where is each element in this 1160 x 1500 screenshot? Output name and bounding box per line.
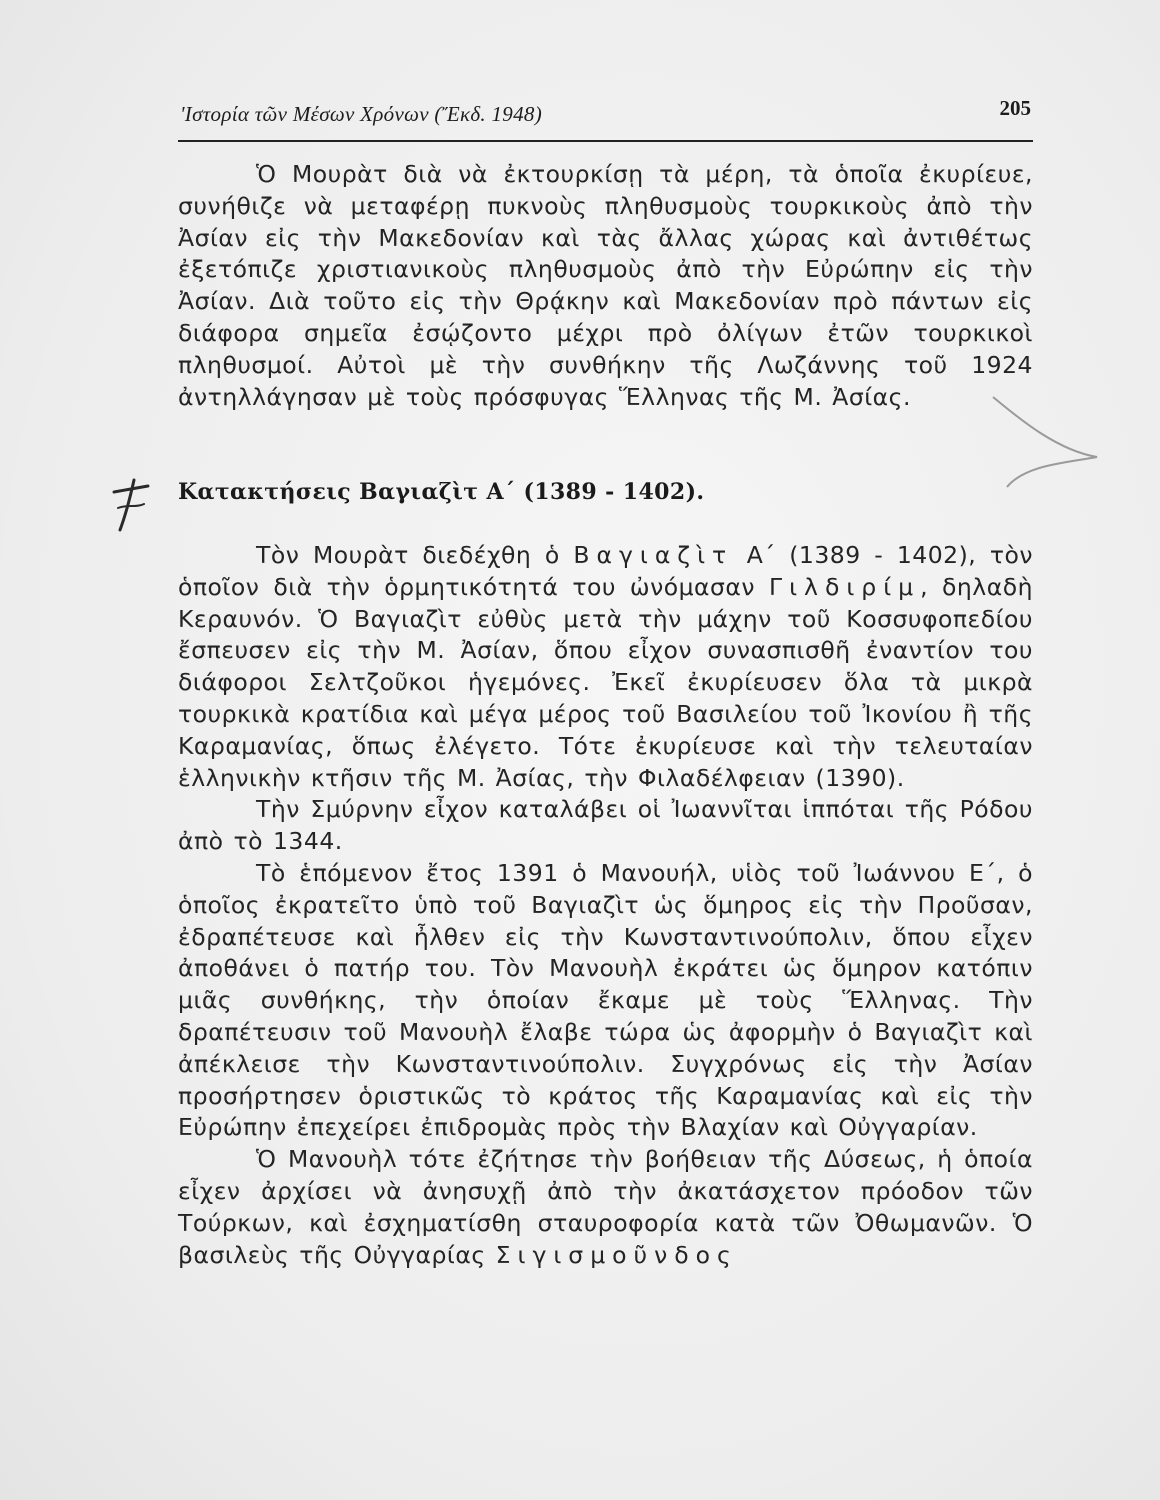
section-text-block [178, 540, 1033, 1271]
text-fragment: Τὸν Μουρὰτ διεδέχθη ὁ [256, 541, 574, 569]
page-number: 205 [999, 96, 1031, 120]
intro-text-block [178, 159, 1033, 413]
section-heading: Κατακτήσεις Βαγιαζὶτ Α΄ (1389 - 1402). [178, 479, 705, 505]
page-header [178, 96, 1033, 142]
handwritten-bracket-mark [985, 395, 1105, 490]
paragraph-smyrna: Τὴν Σμύρνην εἶχον καταλάβει οἱ Ἰωαννῖται ἱππόται τῆς Ρόδου ἀπὸ τὸ 1344. [178, 795, 1033, 856]
spaced-name-sigismund: Σιγισμοῦνδος [495, 1240, 738, 1269]
paragraph-manuel-escape: Τὸ ἑπόμενον ἔτος 1391 ὁ Μανουήλ, υἱὸς τοῦ Ἰωάννου Ε΄, ὁ ὁποῖος ἐκρατεῖτο ὑπὸ τοῦ Βαγιαζὶτ ὡς ὅμηρος εἰς τὴν Προῦσαν, ἐδραπέτευσε καὶ ἦλθεν εἰς τὴν Κωνσταντινούπολιν, ὅπου εἶχεν ἀποθάνει ὁ πατήρ του. Τὸν Μανουὴλ ἐκράτει ὡς ὅμηρον κατόπιν μιᾶς συνθήκης, τὴν ὁποίαν ἔκαμε μὲ τοὺς Ἕλληνας. Τὴν δραπέτευσιν τοῦ Μανουὴλ ἔλαβε τώρα ὡς ἀφορμὴν ὁ Βαγιαζὶτ καὶ ἀπέκλεισε τὴν Κωνσταντινούπολιν. Συγχρόνως εἰς τὴν Ἀσίαν προσήρτησεν ὁριστικῶς τὸ κράτος τῆς Καραμανίας καὶ εἰς τὴν Εὐρώπην ἐπεχείρει ἐπιδρομὰς πρὸς τὴν Βλαχίαν καὶ Οὐγγαρίαν. [178, 858, 1033, 1142]
text-fragment: Α΄ (1389 - 1402), τὸν ὁποῖον διὰ τὴν ὁρμητικότητά του ὠνόμασαν [178, 541, 1033, 601]
spaced-name-yildirim: Γιλδιρίμ [769, 572, 921, 601]
handwritten-cross-mark [108, 478, 152, 532]
paragraph-murat-resettlement: Ὁ Μουρὰτ διὰ νὰ ἐκτουρκίσῃ τὰ μέρη, τὰ ὁποῖα ἐκυρίευε, συνήθιζε νὰ μεταφέρῃ πυκνοὺς πληθυσμοὺς τουρκικοὺς ἀπὸ τὴν Ἀσίαν εἰς τὴν Μακεδονίαν καὶ τὰς ἄλλας χώρας καὶ ἀντιθέτως ἐξετόπιζε χριστιανικοὺς πληθυσμοὺς ἀπὸ τὴν Εὐρώπην εἰς τὴν Ἀσίαν. Διὰ τοῦτο εἰς τὴν Θρᾴκην καὶ Μακεδονίαν πρὸ πάντων εἰς διάφορα σημεῖα ἐσῴζοντο μέχρι πρὸ ὀλίγων ἐτῶν τουρκικοὶ πληθυσμοί. Αὐτοὶ μὲ τὴν συνθήκην τῆς Λωζάννης τοῦ 1924 ἀντηλλάγησαν μὲ τοὺς πρόσφυγας Ἕλληνας τῆς Μ. Ἀσίας. [178, 160, 1033, 411]
text-fragment: Ὁ Μανουὴλ τότε ἐζήτησε τὴν βοήθειαν τῆς Δύσεως, ἡ ὁποία εἶχεν ἀρχίσει νὰ ἀνησυχῇ ἀπὸ τὴν ἀκατάσχετον πρόοδον τῶν Τούρκων, καὶ ἐσχηματίσθη σταυροφορία κατὰ τῶν Ὀθωμανῶν. Ὁ βασιλεὺς τῆς Οὐγγαρίας [178, 1145, 1033, 1269]
running-title: 'Ιστορία τῶν Μέσων Χρόνων (Ἔκδ. 1948) [180, 102, 542, 126]
text-fragment: , δηλαδὴ Κεραυνόν. Ὁ Βαγιαζὶτ εὐθὺς μετὰ τὴν μάχην τοῦ Κοσσυφοπεδίου ἔσπευσεν εἰς τὴν Μ. Ἀσίαν, ὅπου εἶχον συνασπισθῆ ἐναντίον του διάφοροι Σελτζοῦκοι ἡγεμόνες. Ἐκεῖ ἐκυρίευσεν ὅλα τὰ μικρὰ τουρκικὰ κρατίδια καὶ μέγα μέρος τοῦ Βασιλείου τοῦ Ἰκονίου ἢ τῆς Καραμανίας, ὅπως ἐλέγετο. Τότε ἐκυρίευσε καὶ τὴν τελευταίαν ἑλληνικὴν κτῆσιν τῆς Μ. Ἀσίας, τὴν Φιλαδέλφειαν (1390). [178, 572, 1033, 792]
spaced-name-bayezid: Βαγιαζὶτ [573, 541, 734, 569]
paragraph-crusade [178, 1144, 1033, 1271]
paragraph-bayezid-succession [178, 540, 1033, 794]
